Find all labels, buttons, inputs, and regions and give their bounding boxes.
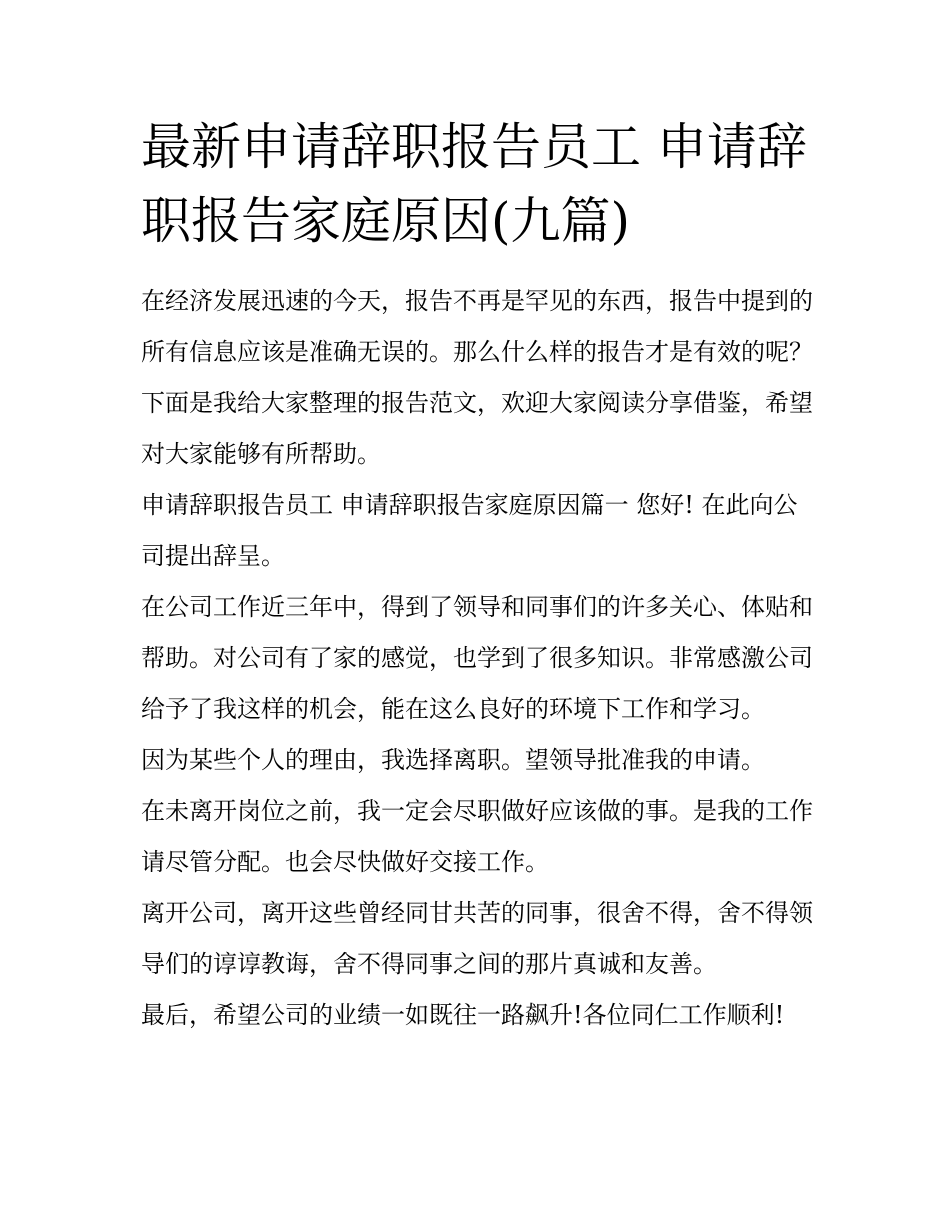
paragraph-handover: 在未离开岗位之前，我一定会尽职做好应该做的事。是我的工作请尽管分配。也会尽快做好交接工作。: [141, 797, 813, 876]
document-title: 最新申请辞职报告员工 申请辞职报告家庭原因(九篇): [141, 118, 807, 250]
paragraph-gratitude: 在公司工作近三年中，得到了领导和同事们的许多关心、体贴和帮助。对公司有了家的感觉，也学到了很多知识。非常感激公司给予了我这样的机会，能在这么良好的环境下工作和学习。: [141, 593, 813, 723]
document-body: [141, 110, 813, 1041]
paragraph-reason: 因为某些个人的理由，我选择离职。望领导批准我的申请。: [141, 746, 765, 774]
paragraph-section-heading: 申请辞职报告员工 申请辞职报告家庭原因篇一 您好! 在此向公司提出辞呈。: [141, 491, 798, 570]
paragraph-intro: 在经济发展迅速的今天，报告不再是罕见的东西，报告中提到的所有信息应该是准确无误的。那么什么样的报告才是有效的呢？下面是我给大家整理的报告范文，欢迎大家阅读分享借鉴，希望对大家能够有所帮助。: [141, 287, 813, 468]
paragraph-closing: 最后，希望公司的业绩一如既往一路飙升!各位同仁工作顺利!: [141, 1001, 785, 1029]
paragraph-farewell: 离开公司，离开这些曾经同甘共苦的同事，很舍不得，舍不得领导们的谆谆教诲，舍不得同事之间的那片真诚和友善。: [141, 899, 813, 978]
